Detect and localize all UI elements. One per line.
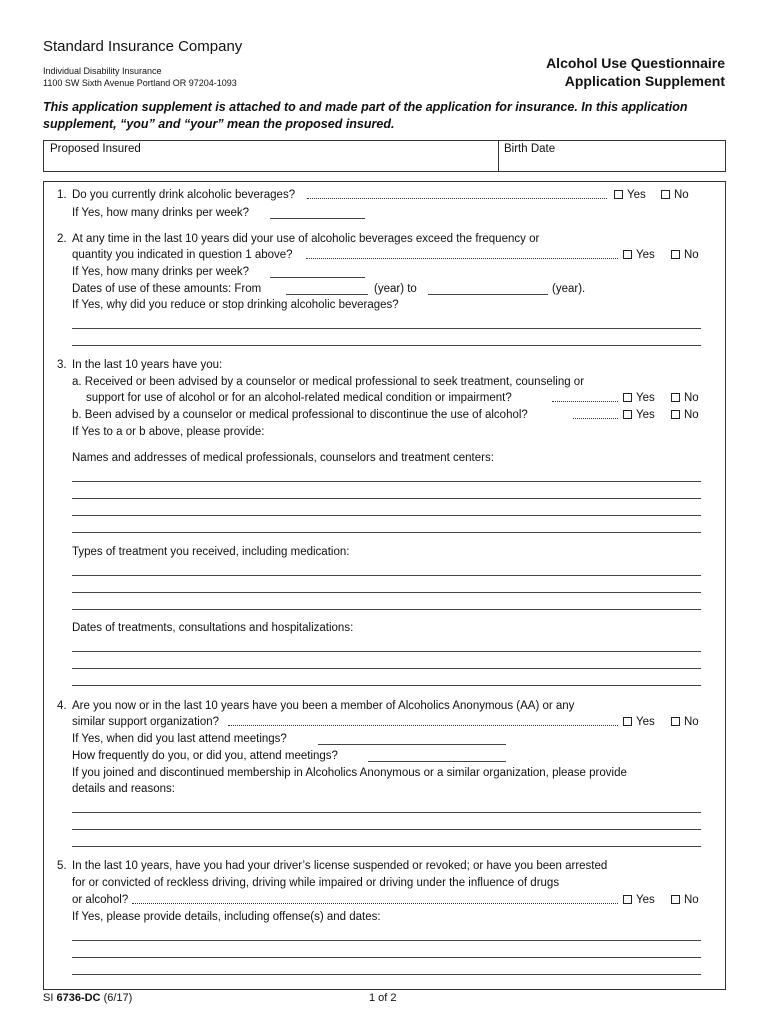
question-2-yes[interactable]: Yes	[623, 248, 655, 262]
form-date: (6/17)	[103, 992, 133, 1004]
question-2-reason-prompt: If Yes, why did you reduce or stop drinking alcoholic beverages?	[72, 299, 399, 311]
question-4-last-attended: If Yes, when did you last attend meetings?	[72, 733, 287, 745]
question-5-details-prompt: If Yes, please provide details, including offense(s) and dates:	[72, 911, 381, 923]
to-year-field[interactable]	[428, 294, 548, 295]
question-number: 3.	[57, 359, 67, 371]
question-3a-text: a. Received or been advised by a counselor or medical professional to seek treatment, counseling or	[72, 376, 585, 388]
answer-line[interactable]	[72, 328, 701, 329]
answer-line[interactable]	[72, 481, 701, 482]
checkbox-icon[interactable]	[614, 190, 623, 199]
checkbox-icon[interactable]	[671, 895, 680, 904]
form-number	[43, 992, 132, 1004]
checkbox-icon[interactable]	[623, 717, 632, 726]
names-addresses-label: Names and addresses of medical professionals, counselors and treatment centers:	[72, 452, 494, 464]
question-4-yes[interactable]: Yes	[623, 715, 655, 729]
checkbox-icon[interactable]	[623, 410, 632, 419]
checkbox-icon[interactable]	[623, 250, 632, 259]
intro-line: supplement, “you” and “your” mean the proposed insured.	[43, 117, 395, 131]
dot-leader	[228, 725, 618, 726]
question-3b-no[interactable]: No	[671, 408, 699, 422]
checkbox-icon[interactable]	[671, 250, 680, 259]
question-1-text: Do you currently drink alcoholic beverages?	[72, 189, 296, 201]
question-number: 2.	[57, 233, 67, 245]
answer-line[interactable]	[72, 345, 701, 346]
answer-line[interactable]	[72, 575, 701, 576]
answer-line[interactable]	[72, 940, 701, 941]
treatment-types-label: Types of treatment you received, including medication:	[72, 546, 350, 558]
document-subtitle: Application Supplement	[564, 73, 725, 89]
year-end-label: (year).	[552, 283, 586, 295]
question-4-no[interactable]: No	[671, 715, 699, 729]
question-3a-text: support for use of alcohol or for an alcohol-related medical condition or impairment?	[86, 392, 512, 404]
question-2-followup: If Yes, how many drinks per week?	[72, 266, 250, 278]
question-4-text: similar support organization?	[72, 716, 220, 728]
answer-line[interactable]	[72, 515, 701, 516]
question-3a-yes[interactable]: Yes	[623, 391, 655, 405]
answer-line[interactable]	[72, 846, 701, 847]
answer-line[interactable]	[72, 829, 701, 830]
dot-leader	[573, 418, 618, 419]
question-5-text: In the last 10 years, have you had your driver’s license suspended or revoked; or have you been arrested	[72, 860, 608, 872]
answer-line[interactable]	[72, 812, 701, 813]
question-3a-no[interactable]: No	[671, 391, 699, 405]
question-5-text: for or convicted of reckless driving, driving while impaired or driving under the influence of drugs	[72, 877, 560, 889]
question-3b-yes[interactable]: Yes	[623, 408, 655, 422]
identification-box	[43, 140, 726, 172]
question-4-details-prompt: If you joined and discontinued membership in Alcoholics Anonymous or a similar organization, please provide	[72, 767, 627, 779]
treatment-dates-label: Dates of treatments, consultations and hospitalizations:	[72, 622, 354, 634]
answer-line[interactable]	[72, 974, 701, 975]
checkbox-icon[interactable]	[623, 895, 632, 904]
question-1-yes[interactable]: Yes	[614, 188, 646, 202]
answer-line[interactable]	[72, 609, 701, 610]
question-1-followup: If Yes, how many drinks per week?	[72, 207, 250, 219]
form-prefix: SI	[43, 992, 54, 1004]
checkbox-icon[interactable]	[671, 393, 680, 402]
company-name: Standard Insurance Company	[43, 38, 243, 55]
answer-line[interactable]	[72, 957, 701, 958]
intro-statement	[43, 99, 733, 133]
answer-line[interactable]	[72, 592, 701, 593]
dot-leader	[552, 401, 618, 402]
last-attended-field[interactable]	[318, 744, 506, 745]
question-3-text: In the last 10 years have you:	[72, 359, 223, 371]
proposed-insured-field[interactable]: Proposed Insured	[50, 143, 141, 155]
dot-leader	[306, 258, 618, 259]
answer-line[interactable]	[72, 532, 701, 533]
answer-line[interactable]	[72, 668, 701, 669]
question-5-no[interactable]: No	[671, 893, 699, 907]
question-3-provide: If Yes to a or b above, please provide:	[72, 426, 265, 438]
question-number: 4.	[57, 700, 67, 712]
drinks-per-week-field[interactable]	[270, 277, 365, 278]
dot-leader	[132, 903, 618, 904]
checkbox-icon[interactable]	[671, 717, 680, 726]
question-2-text: At any time in the last 10 years did your use of alcoholic beverages exceed the frequency or	[72, 233, 540, 245]
question-4-frequency: How frequently do you, or did you, attend meetings?	[72, 750, 338, 762]
question-1-no[interactable]: No	[661, 188, 689, 202]
question-5-text: or alcohol?	[72, 894, 129, 906]
dot-leader	[307, 198, 607, 199]
field-divider	[498, 141, 499, 171]
company-address: 1100 SW Sixth Avenue Portland OR 97204-1093	[43, 78, 237, 88]
question-2-no[interactable]: No	[671, 248, 699, 262]
answer-line[interactable]	[72, 685, 701, 686]
from-year-field[interactable]	[286, 294, 368, 295]
intro-line: This application supplement is attached to and made part of the application for insurance. In this application	[43, 100, 688, 114]
dates-of-use-label: Dates of use of these amounts: From	[72, 283, 262, 295]
question-number: 1.	[57, 189, 67, 201]
question-5-yes[interactable]: Yes	[623, 893, 655, 907]
question-4-text: Are you now or in the last 10 years have you been a member of Alcoholics Anonymous (AA) or any	[72, 700, 575, 712]
division-name: Individual Disability Insurance	[43, 66, 162, 76]
form-code: 6736-DC	[56, 992, 101, 1004]
question-4-details-prompt: details and reasons:	[72, 783, 175, 795]
drinks-per-week-field[interactable]	[270, 218, 365, 219]
year-to-label: (year) to	[374, 283, 417, 295]
birth-date-field[interactable]: Birth Date	[504, 143, 556, 155]
answer-line[interactable]	[72, 498, 701, 499]
frequency-field[interactable]	[368, 761, 506, 762]
question-number: 5.	[57, 860, 67, 872]
checkbox-icon[interactable]	[661, 190, 670, 199]
question-2-text: quantity you indicated in question 1 above?	[72, 249, 293, 261]
document-title: Alcohol Use Questionnaire	[546, 55, 725, 71]
answer-line[interactable]	[72, 651, 701, 652]
page-number: 1 of 2	[369, 992, 397, 1004]
question-3b-text: b. Been advised by a counselor or medical professional to discontinue the use of alcohol?	[72, 409, 528, 421]
checkbox-icon[interactable]	[623, 393, 632, 402]
checkbox-icon[interactable]	[671, 410, 680, 419]
